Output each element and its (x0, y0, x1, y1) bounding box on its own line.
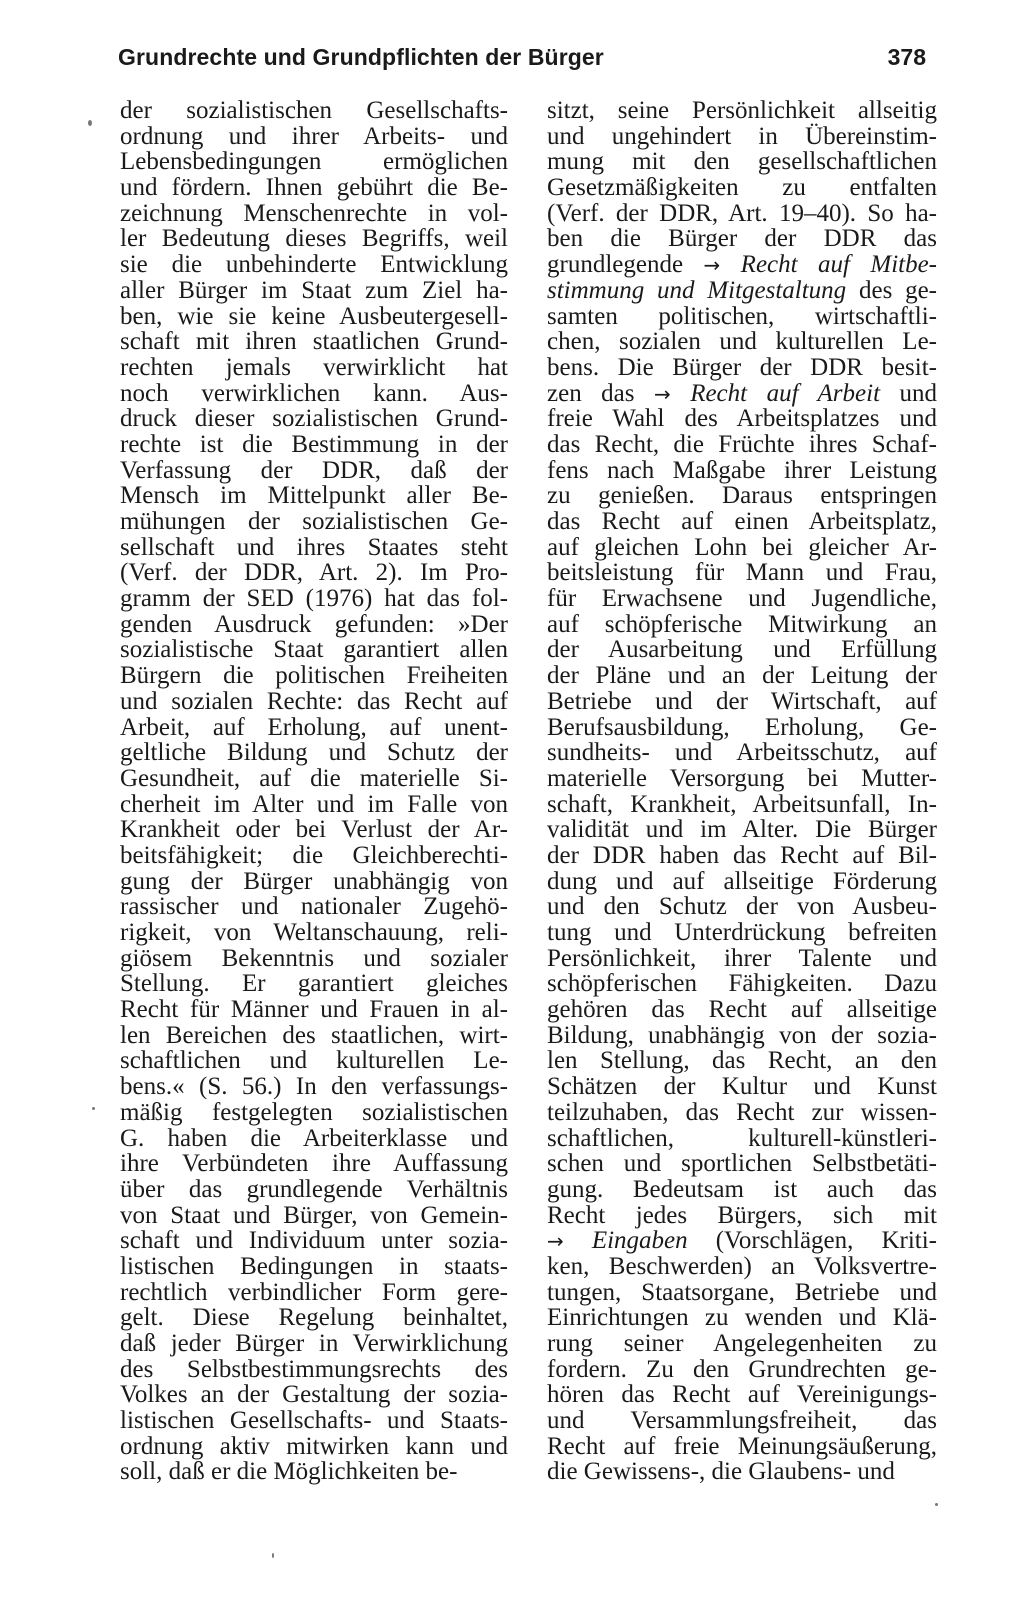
text-line: das Recht, die Früchte ihres Schaf- (547, 430, 937, 458)
text-line: das Recht auf einen Arbeitsplatz, (547, 508, 937, 535)
text-line: listischen Gesellschafts- und Staats- (120, 1407, 508, 1435)
text-line: bens. Die Bürger der DDR besit- (547, 353, 937, 381)
text-line: der Ausarbeitung und Erfüllung (547, 636, 937, 664)
text-line: Schätzen der Kultur und Kunst (547, 1073, 937, 1101)
text-line: G. haben die Arbeiterklasse und (120, 1124, 508, 1152)
text-line: der sozialistischen Gesellschafts- (120, 97, 508, 124)
scan-speck (88, 120, 92, 126)
text-line: rassischer und nationaler Zugehö- (120, 893, 508, 921)
text-line: gung. Bedeutsam ist auch das (547, 1175, 937, 1203)
text-line: ben, wie sie keine Ausbeutergesell- (120, 302, 508, 330)
text-line: mung mit den gesellschaftlichen (547, 148, 937, 176)
text-line: Gesundheit, auf die materielle Si- (120, 764, 508, 792)
text-line: (Verf. der DDR, Art. 19–40). So ha- (547, 199, 937, 227)
text-line: sitzt, seine Persönlichkeit allseitig (547, 97, 937, 124)
text-line: listischen Bedingungen in staats- (120, 1252, 508, 1280)
text-line: ihre Verbündeten ihre Auffassung (120, 1150, 508, 1178)
text-line: Recht für Männer und Frauen in al- (120, 996, 508, 1024)
text-line: Volkes an der Gestaltung der sozia- (120, 1381, 508, 1409)
arrow-reference-icon: → (547, 1229, 564, 1254)
text-line: Persönlichkeit, ihrer Talente und (547, 944, 937, 972)
text-line: schaft mit ihren staatlichen Grund- (120, 328, 508, 356)
text-line: len Bereichen des staatlichen, wirt- (120, 1021, 508, 1049)
text-line: für Erwachsene und Jugendliche, (547, 585, 937, 613)
text-line: beitsleistung für Mann und Frau, (547, 559, 937, 587)
text-line: soll, daß er die Möglichkeiten be- (120, 1458, 458, 1486)
text-line: daß jeder Bürger in Verwirklichung (120, 1330, 508, 1357)
text-line: gung der Bürger unabhängig von (120, 867, 508, 895)
text-line: schaft und Individuum unter sozia- (120, 1227, 508, 1255)
text-line: samten politischen, wirtschaftli- (547, 302, 937, 330)
text-line: → Eingaben (Vorschlägen, Kriti- (547, 1227, 937, 1255)
text-line: ken, Beschwerden) an Volksvertre- (547, 1252, 937, 1280)
italic-term: stimmung und Mitgestaltung (547, 276, 847, 304)
text-line: genden Ausdruck gefunden: »Der (120, 610, 508, 638)
text-column-left (120, 98, 508, 1485)
text-line: Stellung. Er garantiert gleiches (120, 970, 508, 998)
text-line: Bürgern die politischen Freiheiten (120, 662, 508, 690)
text-line: Betriebe und der Wirtschaft, auf (547, 687, 937, 715)
text-line: mäßig festgelegten sozialistischen (120, 1098, 508, 1126)
text-line: druck dieser sozialistischen Grund- (120, 405, 508, 433)
text-line: geltliche Bildung und Schutz der (120, 739, 508, 767)
text-line: schaftlichen, kulturell-künstleri- (547, 1124, 937, 1152)
text-line: des Selbstbestimmungsrechts des (120, 1355, 508, 1383)
text-line: ben die Bürger der DDR das (547, 225, 937, 253)
text-line: Recht jedes Bürgers, sich mit (547, 1201, 937, 1229)
text-line: der Pläne und an der Leitung der (547, 662, 937, 690)
text-line: Arbeit, auf Erholung, auf unent- (120, 713, 508, 741)
text-line: rigkeit, von Weltanschauung, reli- (120, 919, 508, 946)
text-line: Krankheit oder bei Verlust der Ar- (120, 816, 508, 844)
text-line: ordnung und ihrer Arbeits- und (120, 122, 508, 150)
text-line: Einrichtungen zu wenden und Klä- (547, 1304, 937, 1332)
text-line: auf gleichen Lohn bei gleicher Ar- (547, 533, 937, 561)
text-line: rung seiner Angelegenheiten zu (547, 1330, 937, 1357)
text-line: zen das → Recht auf Arbeit und (547, 379, 937, 407)
text-line: mühungen der sozialistischen Ge- (120, 508, 508, 535)
text-line: Mensch im Mittelpunkt aller Be- (120, 482, 508, 510)
text-line: ordnung aktiv mitwirken kann und (120, 1432, 508, 1460)
text-line: rechten jemals verwirklicht hat (120, 353, 508, 381)
text-line: und Versammlungsfreiheit, das (547, 1407, 937, 1435)
text-line: (Verf. der DDR, Art. 2). Im Pro- (120, 559, 508, 587)
text-line: tungen, Staatsorgane, Betriebe und (547, 1278, 937, 1306)
text-line: und den Schutz der von Ausbeu- (547, 893, 937, 921)
text-line: grundlegende → Recht auf Mitbe- (547, 251, 938, 279)
text-line: und ungehindert in Übereinstim- (547, 122, 937, 150)
text-line: zu genießen. Daraus entspringen (547, 482, 937, 510)
text-line: Bildung, unabhängig von der sozia- (547, 1021, 937, 1049)
text-line: ler Bedeutung dieses Begriffs, weil (120, 225, 508, 253)
text-line: tung und Unterdrückung befreiten (547, 919, 937, 946)
text-line: schaft, Krankheit, Arbeitsunfall, In- (547, 790, 937, 818)
text-line: teilzuhaben, das Recht zur wissen- (547, 1098, 937, 1126)
page-number: 378 (887, 44, 926, 70)
arrow-reference-icon: → (703, 253, 721, 278)
text-line: giösem Bekenntnis und sozialer (120, 944, 508, 972)
text-line: der DDR haben das Recht auf Bil- (547, 841, 937, 869)
text-line: schaftlichen und kulturellen Le- (120, 1047, 508, 1075)
text-line: Lebensbedingungen ermöglichen (120, 148, 508, 176)
text-line: cherheit im Alter und im Falle von (120, 790, 508, 818)
text-line: fordern. Zu den Grundrechten ge- (547, 1355, 937, 1383)
text-line: hören das Recht auf Vereinigungs- (547, 1381, 937, 1409)
text-line: gramm der SED (1976) hat das fol- (120, 585, 508, 613)
text-line: die Gewissens-, die Glaubens- und (547, 1458, 895, 1486)
text-line: Recht auf freie Meinungsäußerung, (547, 1432, 937, 1460)
text-line: aller Bürger im Staat zum Ziel ha- (120, 276, 508, 304)
text-line: beitsfähigkeit; die Gleichberechti- (120, 841, 508, 869)
text-line: sozialistische Staat garantiert allen (120, 636, 508, 664)
text-line: sellschaft und ihres Staates steht (120, 533, 508, 561)
text-line: und fördern. Ihnen gebührt die Be- (120, 174, 508, 202)
text-line: materielle Versorgung bei Mutter- (547, 764, 937, 792)
text-line: Gesetzmäßigkeiten zu entfalten (547, 174, 937, 202)
text-line: Berufsausbildung, Erholung, Ge- (547, 713, 937, 741)
text-line: chen, sozialen und kulturellen Le- (547, 328, 937, 356)
italic-term: Recht auf Arbeit (690, 379, 881, 407)
text-line: dung und auf allseitige Förderung (547, 867, 937, 895)
text-line: validität und im Alter. Die Bürger (547, 816, 937, 844)
scan-speck (935, 1503, 938, 1506)
text-line: freie Wahl des Arbeitsplatzes und (547, 405, 937, 433)
text-line: Verfassung der DDR, daß der (120, 456, 508, 484)
text-line: gelt. Diese Regelung beinhaltet, (120, 1304, 508, 1332)
scan-speck (92, 1107, 95, 1110)
text-line: sie die unbehinderte Entwicklung (120, 251, 508, 279)
text-line: schen und sportlichen Selbstbetäti- (547, 1150, 937, 1178)
text-line: über das grundlegende Verhältnis (120, 1175, 508, 1203)
text-line: von Staat und Bürger, von Gemein- (120, 1201, 508, 1229)
text-line: auf schöpferische Mitwirkung an (547, 610, 937, 638)
text-line: bens.« (S. 56.) In den verfassungs- (120, 1073, 508, 1101)
text-line: und sozialen Rechte: das Recht auf (120, 687, 508, 715)
arrow-reference-icon: → (653, 381, 671, 406)
text-line: sundheits- und Arbeitsschutz, auf (547, 739, 937, 767)
scan-speck (272, 1553, 274, 1558)
text-line: noch verwirklichen kann. Aus- (120, 379, 508, 407)
text-column-right (547, 98, 937, 1485)
page-header-title: Grundrechte und Grundpflichten der Bürger (118, 44, 604, 70)
italic-term: Eingaben (591, 1227, 688, 1255)
text-line: schöpferischen Fähigkeiten. Dazu (547, 970, 937, 998)
text-line: gehören das Recht auf allseitige (547, 996, 937, 1024)
italic-term: Recht auf Mitbe- (740, 251, 938, 279)
text-line: len Stellung, das Recht, an den (547, 1047, 937, 1075)
text-line: stimmung und Mitgestaltung des ge- (547, 276, 938, 304)
text-line: rechtlich verbindlicher Form gere- (120, 1278, 508, 1306)
text-line: zeichnung Menschenrechte in vol- (120, 199, 508, 227)
text-line: fens nach Maßgabe ihrer Leistung (547, 456, 937, 484)
text-line: rechte ist die Bestimmung in der (120, 430, 508, 458)
